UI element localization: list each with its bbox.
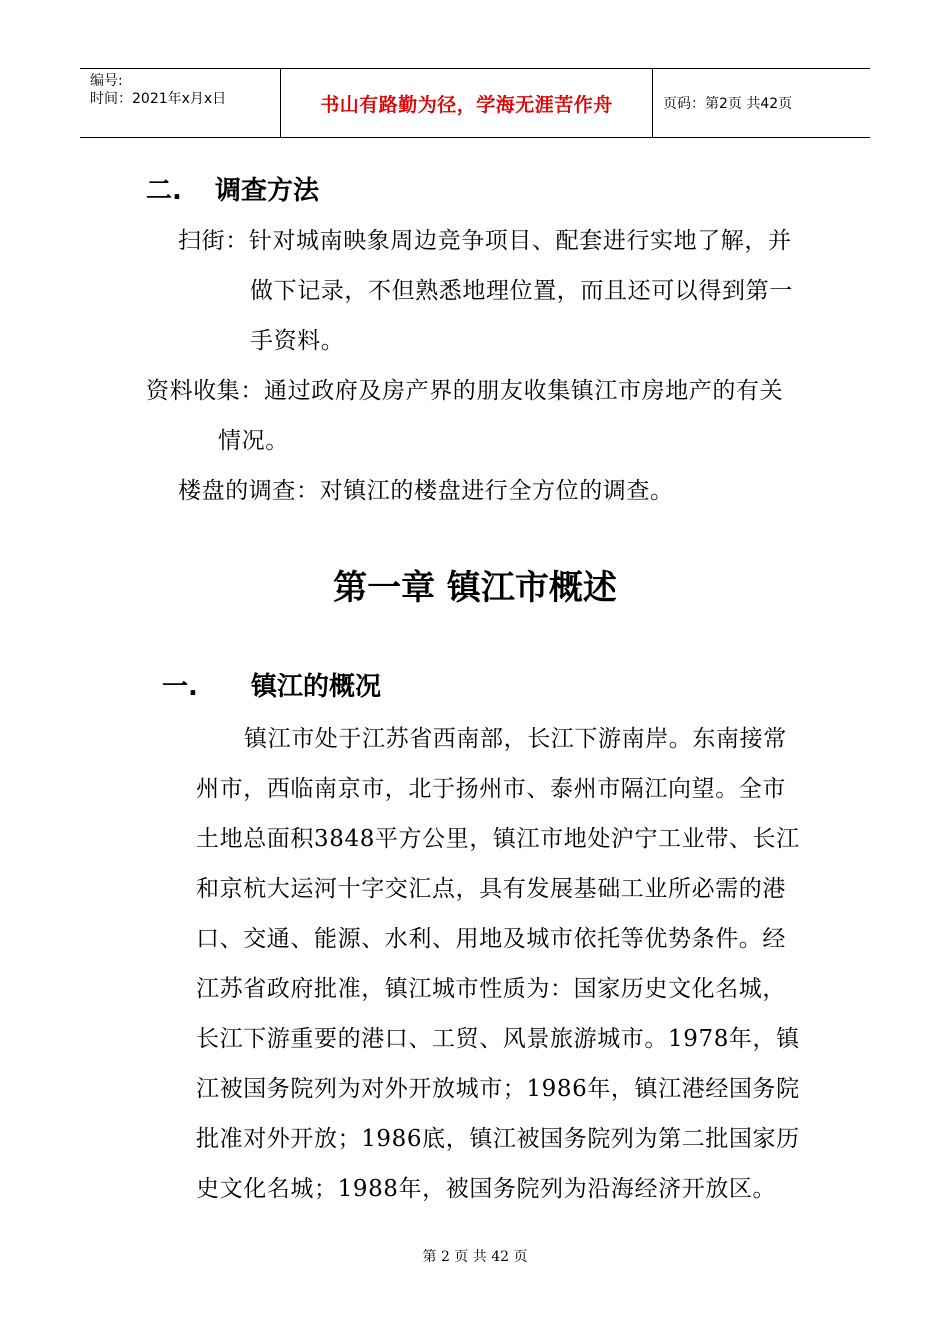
overview-line: 镇江市处于江苏省西南部，长江下游南岸。东南接常: [244, 726, 787, 752]
survey-line: 楼盘的调查：对镇江的楼盘进行全方位的调查。: [178, 478, 674, 504]
overview-line: 州市，西临南京市，北于扬州市、泰州市隔江向望。全市: [196, 776, 786, 802]
overview-heading-number: 一.: [162, 672, 198, 702]
chapter-title: 第一章 镇江市概述: [333, 568, 617, 608]
survey-line: 扫街：针对城南映象周边竞争项目、配套进行实地了解，并: [178, 228, 792, 254]
overview-line: 长江下游重要的港口、工贸、风景旅游城市。1978年，镇: [196, 1026, 800, 1052]
survey-line: 手资料。: [250, 328, 345, 354]
overview-heading: [162, 666, 381, 703]
overview-line: 批准对外开放；1986底，镇江被国务院列为第二批国家历: [196, 1126, 800, 1152]
page-header: [80, 68, 870, 138]
overview-heading-text: 镇江的概况: [250, 672, 381, 702]
header-motto: 书山有路勤为径，学海无涯苦作舟: [280, 69, 653, 137]
survey-line: 资料收集：通过政府及房产界的朋友收集镇江市房地产的有关: [146, 378, 784, 404]
header-meta: [80, 69, 280, 137]
header-number-label: 编号:: [90, 73, 123, 89]
survey-line: 做下记录，不但熟悉地理位置，而且还可以得到第一: [250, 278, 793, 304]
header-time-label: 时间：2021年x月x日: [90, 91, 227, 107]
overview-line: 江被国务院列为对外开放城市；1986年，镇江港经国务院: [196, 1076, 800, 1102]
overview-line: 口、交通、能源、水利、用地及城市依托等优势条件。经: [196, 926, 786, 952]
survey-heading-text: 调查方法: [214, 176, 319, 206]
survey-line: 情况。: [218, 428, 289, 454]
survey-heading: [146, 170, 319, 207]
survey-heading-number: 二.: [146, 176, 182, 206]
overview-line: 土地总面积3848平方公里，镇江市地处沪宁工业带、长江: [196, 826, 800, 852]
overview-line: 江苏省政府批准，镇江城市性质为：国家历史文化名城，: [196, 976, 786, 1002]
overview-line: 史文化名城；1988年，被国务院列为沿海经济开放区。: [196, 1176, 777, 1202]
header-page-info: 页码：第2页 共42页: [663, 96, 793, 112]
overview-line: 和京杭大运河十字交汇点，具有发展基础工业所必需的港: [196, 876, 786, 902]
page-footer: 第 2 页 共 42 页: [422, 1249, 528, 1265]
